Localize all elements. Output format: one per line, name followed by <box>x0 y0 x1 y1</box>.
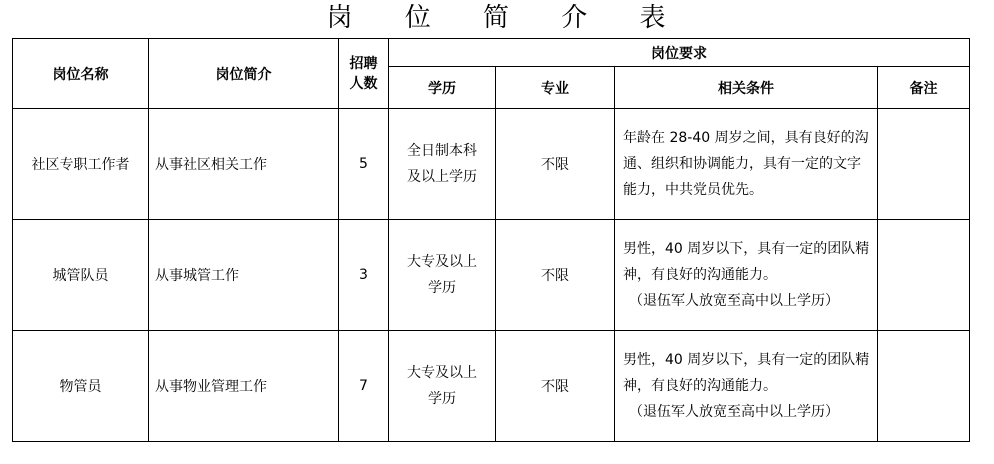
conditions-text: 男性，40 周岁以下，具有一定的团队精神，有良好的沟通能力。 <box>623 352 870 394</box>
conditions-text: 男性，40 周岁以下，具有一定的团队精神，有良好的沟通能力。 <box>623 241 870 283</box>
job-table <box>12 38 970 442</box>
job-intro-cell: 从事城管工作 <box>149 220 339 331</box>
remarks-cell <box>878 331 970 442</box>
education-cell <box>389 109 496 220</box>
header-major: 专业 <box>496 67 615 109</box>
header-education: 学历 <box>389 67 496 109</box>
education-cell <box>389 331 496 442</box>
conditions-cell <box>615 331 878 442</box>
education-line2: 学历 <box>428 280 456 296</box>
job-intro-cell: 从事物业管理工作 <box>149 331 339 442</box>
conditions-cell <box>615 109 878 220</box>
header-job-intro: 岗位简介 <box>149 39 339 109</box>
table-row <box>13 331 970 442</box>
remarks-cell <box>878 220 970 331</box>
job-name-cell: 城管队员 <box>13 220 149 331</box>
header-conditions: 相关条件 <box>615 67 878 109</box>
major-cell: 不限 <box>496 220 615 331</box>
conditions-text: 年龄在 28-40 周岁之间，具有良好的沟通、组织和协调能力，具有一定的文字能力，中共党员优先。 <box>623 130 869 198</box>
table-row <box>13 220 970 331</box>
header-requirements: 岗位要求 <box>389 39 970 67</box>
conditions-cell <box>615 220 878 331</box>
remarks-cell <box>878 109 970 220</box>
major-cell: 不限 <box>496 331 615 442</box>
header-hire-count <box>339 39 389 109</box>
job-name-cell: 社区专职工作者 <box>13 109 149 220</box>
education-line1: 大专及以上 <box>407 365 477 381</box>
header-remarks: 备注 <box>878 67 970 109</box>
education-cell <box>389 220 496 331</box>
hire-count-cell: 5 <box>339 109 389 220</box>
job-name-cell: 物管员 <box>13 331 149 442</box>
conditions-note: （退伍军人放宽至高中以上学历） <box>629 404 839 420</box>
header-hire-count-line2: 人数 <box>349 75 378 92</box>
header-job-name: 岗位名称 <box>13 39 149 109</box>
table-row <box>13 109 970 220</box>
job-intro-cell: 从事社区相关工作 <box>149 109 339 220</box>
hire-count-cell: 3 <box>339 220 389 331</box>
education-line2: 学历 <box>428 391 456 407</box>
major-cell: 不限 <box>496 109 615 220</box>
header-row-top <box>13 39 970 67</box>
education-line2: 及以上学历 <box>407 169 477 185</box>
header-hire-count-line1: 招聘 <box>349 55 378 72</box>
education-line1: 全日制本科 <box>407 143 477 159</box>
education-line1: 大专及以上 <box>407 254 477 270</box>
page-title: 岗 位 简 介 表 <box>326 3 688 33</box>
conditions-note: （退伍军人放宽至高中以上学历） <box>629 293 839 309</box>
hire-count-cell: 7 <box>339 331 389 442</box>
